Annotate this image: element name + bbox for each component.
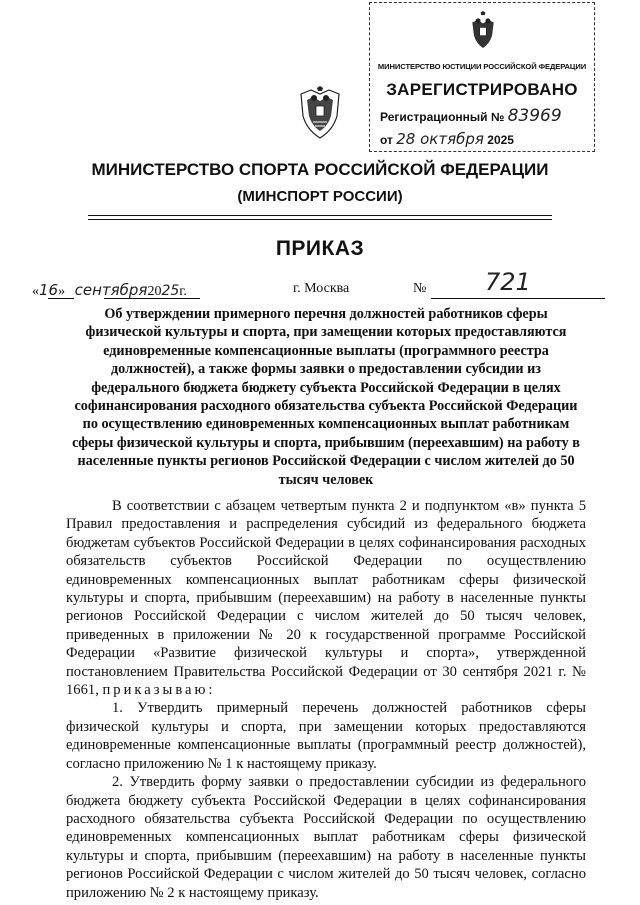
stamp-reg-line xyxy=(380,106,562,126)
preamble-paragraph xyxy=(66,497,586,699)
stamp-reg-number: 83969 xyxy=(507,106,562,126)
date-year-prefix: 20 xyxy=(147,284,162,299)
date-year-suffix: 25 xyxy=(161,283,180,299)
stamp-registered: ЗАРЕГИСТРИРОВАНО xyxy=(386,80,578,99)
preamble-text: В соответствии с абзацем четвертым пункта 2 и подпунктом «в» пункта 5 Правил предоставления и распределения субсидий из федерального бюджета бюджетам субъектов Российской Федерации в целях софинансирования расходных обязательств субъектов Российской Федерации по осуществлению единовременных компенсационных выплат работникам сферы физической культуры и спорта, прибывшим (переехавшим) на работу в населенные пункты регионов Российской Федерации с числом жителей до 50 тысяч человек, приведенных в приложении № 20 к государственной программе Российской Федерации «Развитие физической культуры и спорта», утвержденной постановлением Правительства Российской Федерации от 30 сентября 2021 г. № 1661, xyxy=(66,498,586,699)
stamp-reg-label: Регистрационный № xyxy=(380,110,505,124)
stamp-date-line xyxy=(380,130,514,148)
order-body xyxy=(66,497,586,902)
stamp-date-year: 2025 xyxy=(487,133,514,147)
header-rule xyxy=(88,215,552,216)
registration-stamp xyxy=(369,2,595,152)
document-title: ПРИКАЗ xyxy=(275,237,365,260)
order-heading: Об утверждении примерного перечня должностей работников сферы физической культуры и спорта, при замещении которых предоставляются единовременные компенсационные выплаты (программного реестра должностей), а также формы заявки о предоставлении субсидии из федерального бюджета бюджету субъекта Российской Федерации в целях софинансирования расходного обязательства субъекта Российской Федерации по осуществлению единовременных компенсационных выплат работникам сферы физической культуры и спорта, прибывшим (переехавшим) на работу в населенные пункты регионов Российской Федерации с числом жителей до 50 тысяч человек xyxy=(72,306,580,488)
stamp-ministry: МИНИСТЕРСТВО ЮСТИЦИИ РОССИЙСКОЙ ФЕДЕРАЦИИ xyxy=(377,62,587,71)
stamp-emblem xyxy=(464,11,502,57)
order-word: приказываю: xyxy=(102,682,216,699)
coat-of-arms-emblem xyxy=(297,86,343,142)
stamp-date-handwritten: 28 октября xyxy=(396,130,484,148)
item-2: 2. Утвердить форму заявки о предоставлении субсидии из федерального бюджета бюджету субъекта Российской Федерации в целях софинансирования расходного обязательства субъекта Российской Федерации по осуществлению единовременных компенсационных выплат работникам сферы физической культуры и спорта, прибывшим (переехавшим) на работу в населенные пункты регионов Российской Федерации с числом жителей до 50 тысяч человек, согласно приложению № 2 к настоящему приказу. xyxy=(66,774,586,901)
date-month: сентября xyxy=(74,281,148,299)
order-number-label: № xyxy=(413,281,427,296)
order-city: г. Москва xyxy=(293,281,350,296)
ministry-short: (МИНСПОРТ РОССИИ) xyxy=(237,188,403,205)
stamp-date-prefix: от xyxy=(380,133,393,147)
date-year-mark: г. xyxy=(179,284,187,299)
ministry-name: МИНИСТЕРСТВО СПОРТА РОССИЙСКОЙ ФЕДЕРАЦИИ xyxy=(91,160,549,179)
order-number-underline xyxy=(431,298,605,299)
date-day: 16 xyxy=(39,281,59,299)
header-rule-thin xyxy=(88,219,552,220)
item-1: 1. Утвердить примерный перечень должностей работников сферы физической культуры и спорта, при замещении которых предоставляются единовременные компенсационные выплаты (программный реестр должностей), согласно приложению № 1 к настоящему приказу. xyxy=(66,700,586,772)
date-quote-open: « xyxy=(32,284,39,299)
date-month-underline xyxy=(104,298,200,299)
date-day-underline xyxy=(48,298,74,299)
date-quote-close: » xyxy=(58,284,66,299)
order-number: 721 xyxy=(485,268,531,296)
